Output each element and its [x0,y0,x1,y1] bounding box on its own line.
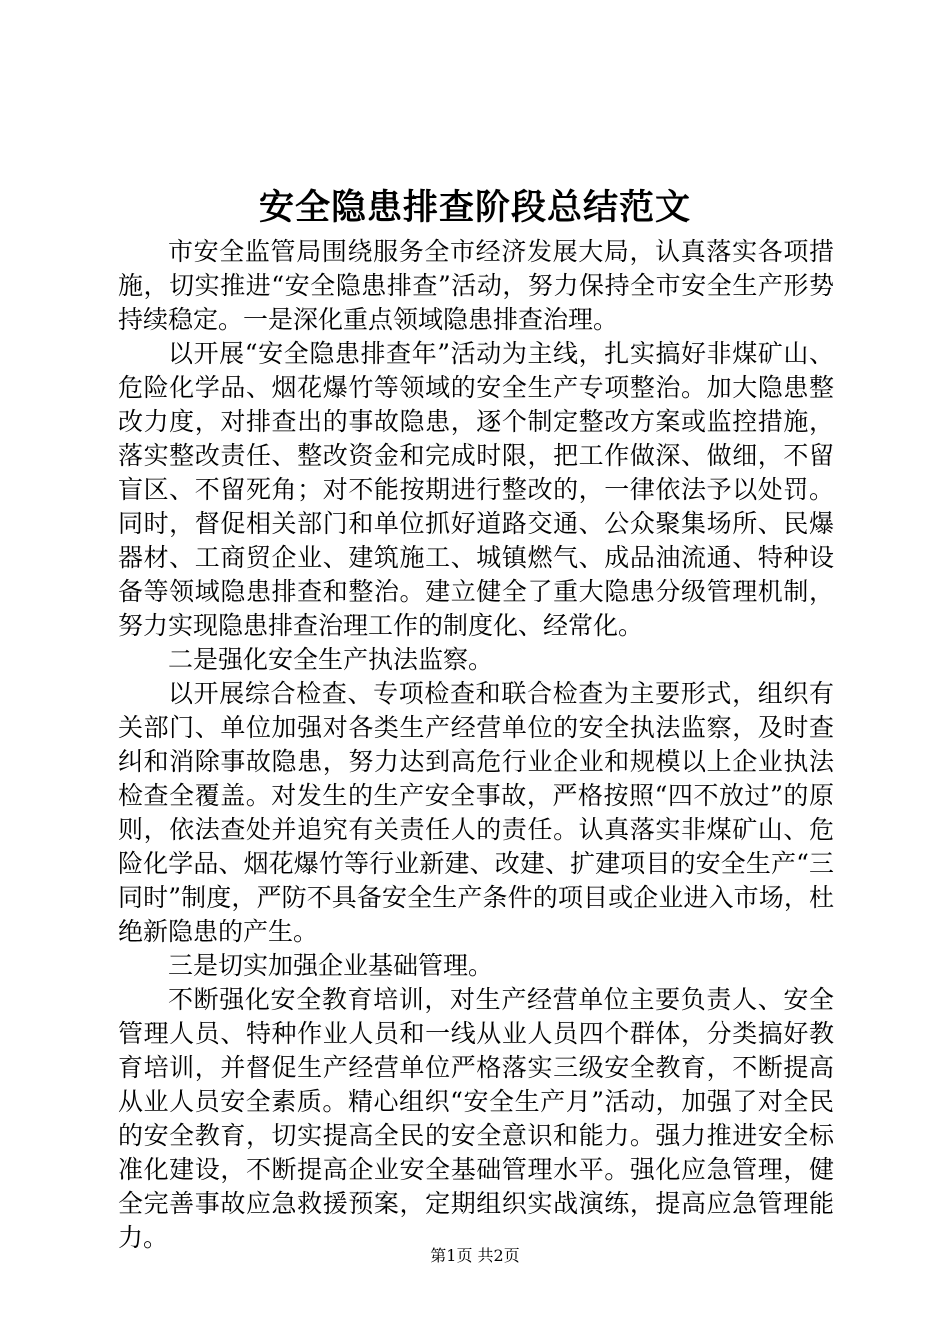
page-number-footer: 第1页 共2页 [430,1246,520,1265]
paragraph-1: 市安全监管局围绕服务全市经济发展大局，认真落实各项措施，切实推进“安全隐患排查”活动，努力保持全市安全生产形势持续稳定。一是深化重点领域隐患排查治理。 [118,237,834,334]
paragraph-5: 三是切实加强企业基础管理。 [168,951,494,980]
paragraph-3: 二是强化安全生产执法监察。 [168,645,494,674]
paragraph-6: 不断强化安全教育培训，对生产经营单位主要负责人、安全管理人员、特种作业人员和一线从业人员四个群体，分类搞好教育培训，并督促生产经营单位严格落实三级安全教育，不断提高从业人员安全素质。精心组织“安全生产月”活动，加强了对全民的安全教育，切实提高全民的安全意识和能力。强力推进安全标准化建设，不断提高企业安全基础管理水平。强化应急管理，健全完善事故应急救援预案，定期组织实战演练，提高应急管理能力。 [118,985,834,1252]
document-body [118,235,834,1255]
page-title: 安全隐患排查阶段总结范文 [258,188,691,228]
paragraph-4: 以开展综合检查、专项检查和联合检查为主要形式，组织有关部门、单位加强对各类生产经营单位的安全执法监察，及时查纠和消除事故隐患，努力达到高危行业企业和规模以上企业执法检查全覆盖。对发生的生产安全事故，严格按照“四不放过”的原则，依法查处并追究有关责任人的责任。认真落实非煤矿山、危险化学品、烟花爆竹等行业新建、改建、扩建项目的安全生产“三同时”制度，严防不具备安全生产条件的项目或企业进入市场，杜绝新隐患的产生。 [118,679,834,946]
paragraph-2: 以开展“安全隐患排查年”活动为主线，扎实搞好非煤矿山、危险化学品、烟花爆竹等领域的安全生产专项整治。加大隐患整改力度，对排查出的事故隐患，逐个制定整改方案或监控措施，落实整改责任、整改资金和完成时限，把工作做深、做细，不留盲区、不留死角；对不能按期进行整改的，一律依法予以处罚。同时，督促相关部门和单位抓好道路交通、公众聚集场所、民爆器材、工商贸企业、建筑施工、城镇燃气、成品油流通、特种设备等领域隐患排查和整治。建立健全了重大隐患分级管理机制，努力实现隐患排查治理工作的制度化、经常化。 [118,339,834,640]
